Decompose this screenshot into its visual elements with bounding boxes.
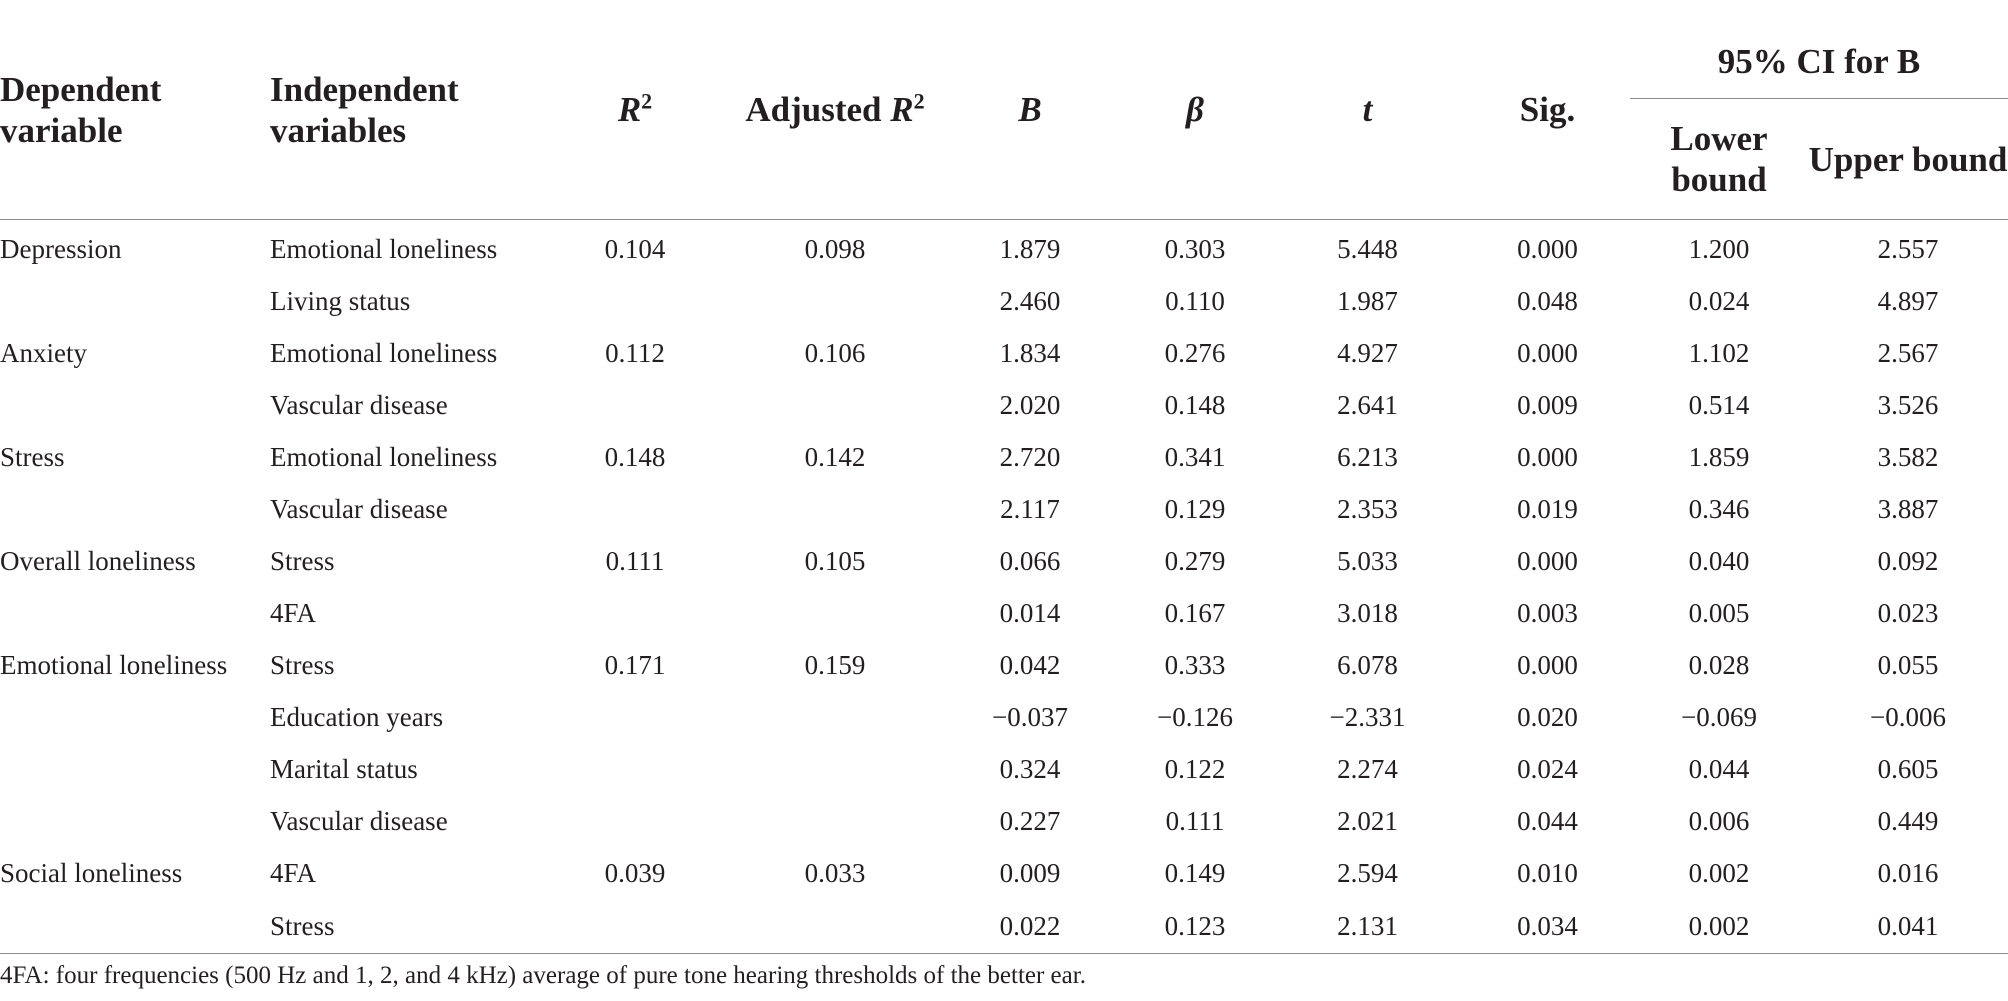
cell-sig: 0.048 (1517, 285, 1578, 316)
cell-b: 0.014 (999, 597, 1061, 628)
cell-sig: 0.010 (1517, 857, 1578, 888)
cell-t: 5.033 (1337, 545, 1398, 576)
cell-dependent-variable (0, 483, 270, 535)
cell-b: 0.022 (940, 899, 1120, 954)
header-adjusted-r-squared: Adjusted $R^2$ (730, 0, 940, 220)
cell-independent-variable: Emotional loneliness (270, 233, 498, 264)
cell-r-squared: 0.111 (605, 545, 665, 576)
cell-lower-bound: 0.028 (1688, 649, 1750, 680)
cell-t: 6.213 (1337, 441, 1398, 472)
table-row (0, 587, 2008, 639)
cell-independent-variable: Vascular disease (270, 805, 448, 836)
cell-r-squared (540, 275, 730, 327)
cell-r-squared: 0.148 (604, 441, 666, 472)
header-sig: Sig. (1465, 0, 1630, 220)
cell-upper-bound: 0.449 (1877, 805, 1939, 836)
cell-sig: 0.024 (1517, 753, 1578, 784)
cell-sig: 0.044 (1517, 805, 1578, 836)
cell-adjusted-r-squared (730, 743, 940, 795)
header-beta: β (1120, 0, 1270, 220)
cell-beta: 0.333 (1164, 649, 1226, 680)
table-row (0, 743, 2008, 795)
cell-b: 0.324 (999, 753, 1061, 784)
cell-independent-variable: Education years (270, 701, 444, 732)
table-row (0, 220, 2008, 276)
cell-beta: 0.341 (1164, 441, 1226, 472)
cell-beta: 0.129 (1164, 493, 1226, 524)
cell-beta: 0.111 (1165, 805, 1225, 836)
cell-b: 2.720 (999, 441, 1061, 472)
header-dependent-variable: Dependent variable (0, 0, 270, 220)
cell-t: 3.018 (1337, 597, 1398, 628)
cell-t: −2.331 (1329, 701, 1406, 732)
cell-t: 5.448 (1337, 233, 1398, 264)
cell-adjusted-r-squared (730, 795, 940, 847)
cell-r-squared (540, 587, 730, 639)
header-r-squared: $R^2$ (540, 0, 730, 220)
cell-beta: 0.122 (1164, 753, 1226, 784)
table-header (0, 0, 2008, 220)
cell-t: 6.078 (1337, 649, 1398, 680)
cell-upper-bound: 0.041 (1808, 899, 2008, 954)
cell-independent-variable: Stress (270, 545, 335, 576)
cell-dependent-variable: Social loneliness (0, 857, 183, 888)
cell-lower-bound: 0.514 (1688, 389, 1750, 420)
cell-independent-variable: Emotional loneliness (270, 337, 498, 368)
cell-lower-bound: 0.006 (1688, 805, 1750, 836)
cell-t: 1.987 (1337, 285, 1398, 316)
cell-sig: 0.019 (1517, 493, 1578, 524)
cell-r-squared (540, 795, 730, 847)
cell-sig: 0.000 (1517, 337, 1578, 368)
cell-dependent-variable (0, 899, 270, 954)
cell-beta: 0.110 (1165, 285, 1225, 316)
cell-sig: 0.003 (1517, 597, 1578, 628)
cell-beta: 0.167 (1164, 597, 1226, 628)
cell-t: 2.641 (1337, 389, 1398, 420)
cell-b: 0.009 (999, 857, 1061, 888)
cell-beta: 0.303 (1164, 233, 1226, 264)
cell-independent-variable: Vascular disease (270, 389, 448, 420)
cell-upper-bound: −0.006 (1870, 701, 1946, 732)
cell-beta: 0.149 (1164, 857, 1226, 888)
table-row (0, 431, 2008, 483)
table-body (0, 220, 2008, 954)
cell-sig: 0.009 (1517, 389, 1578, 420)
cell-lower-bound: 0.005 (1688, 597, 1750, 628)
cell-sig: 0.000 (1517, 441, 1578, 472)
cell-independent-variable: Vascular disease (270, 493, 448, 524)
cell-t: 2.594 (1337, 857, 1398, 888)
cell-b: 0.042 (999, 649, 1061, 680)
cell-lower-bound: 0.002 (1688, 857, 1750, 888)
cell-t: 2.021 (1337, 805, 1398, 836)
cell-dependent-variable: Anxiety (0, 337, 87, 368)
cell-adjusted-r-squared (730, 587, 940, 639)
table-row (0, 327, 2008, 379)
cell-dependent-variable (0, 587, 270, 639)
table-row (0, 379, 2008, 431)
cell-r-squared (540, 743, 730, 795)
cell-adjusted-r-squared (730, 379, 940, 431)
table-row (0, 275, 2008, 327)
cell-r-squared (540, 691, 730, 743)
cell-lower-bound: 0.040 (1688, 545, 1750, 576)
cell-beta: 0.148 (1164, 389, 1226, 420)
cell-dependent-variable: Overall loneliness (0, 545, 196, 576)
cell-dependent-variable (0, 275, 270, 327)
header-b: B (940, 0, 1120, 220)
cell-adjusted-r-squared (730, 275, 940, 327)
cell-r-squared (540, 899, 730, 954)
cell-t: 4.927 (1337, 337, 1398, 368)
table-row (0, 847, 2008, 899)
cell-adjusted-r-squared: 0.033 (804, 857, 866, 888)
cell-adjusted-r-squared (730, 483, 940, 535)
cell-dependent-variable: Stress (0, 441, 65, 472)
cell-independent-variable: Stress (270, 899, 540, 954)
cell-lower-bound: 0.346 (1688, 493, 1750, 524)
cell-dependent-variable: Emotional loneliness (0, 649, 228, 680)
cell-independent-variable: Stress (270, 649, 335, 680)
table-row (0, 535, 2008, 587)
cell-lower-bound: 0.044 (1688, 753, 1750, 784)
cell-beta: 0.279 (1164, 545, 1226, 576)
cell-lower-bound: 0.024 (1688, 285, 1750, 316)
cell-sig: 0.020 (1517, 701, 1578, 732)
cell-upper-bound: 3.887 (1877, 493, 1939, 524)
header-ci-group: 95% CI for B (1630, 0, 2008, 99)
cell-independent-variable: Living status (270, 285, 411, 316)
cell-lower-bound: 1.859 (1688, 441, 1750, 472)
cell-t: 2.274 (1337, 753, 1398, 784)
cell-adjusted-r-squared: 0.106 (804, 337, 866, 368)
cell-upper-bound: 0.016 (1877, 857, 1939, 888)
cell-t: 2.353 (1337, 493, 1398, 524)
cell-upper-bound: 3.582 (1877, 441, 1939, 472)
cell-lower-bound: 1.200 (1688, 233, 1750, 264)
cell-r-squared (540, 379, 730, 431)
cell-lower-bound: 0.002 (1630, 899, 1808, 954)
header-upper-bound: Upper bound (1808, 99, 2008, 220)
table-row (0, 639, 2008, 691)
cell-beta: −0.126 (1157, 701, 1233, 732)
cell-b: 2.460 (999, 285, 1061, 316)
cell-adjusted-r-squared: 0.098 (804, 233, 866, 264)
cell-r-squared (540, 483, 730, 535)
cell-sig: 0.034 (1465, 899, 1630, 954)
cell-adjusted-r-squared (730, 691, 940, 743)
cell-r-squared: 0.104 (604, 233, 666, 264)
cell-t: 2.131 (1270, 899, 1465, 954)
header-lower-bound: Lower bound (1630, 99, 1808, 220)
cell-b: −0.037 (992, 701, 1068, 732)
cell-sig: 0.000 (1517, 545, 1578, 576)
cell-adjusted-r-squared (730, 899, 940, 954)
cell-r-squared: 0.112 (605, 337, 665, 368)
cell-upper-bound: 0.605 (1877, 753, 1939, 784)
cell-adjusted-r-squared: 0.142 (804, 441, 866, 472)
cell-adjusted-r-squared: 0.105 (804, 545, 866, 576)
cell-independent-variable: Emotional loneliness (270, 441, 498, 472)
cell-sig: 0.000 (1517, 233, 1578, 264)
cell-b: 2.117 (1000, 493, 1060, 524)
cell-beta: 0.276 (1164, 337, 1226, 368)
table-row (0, 691, 2008, 743)
cell-adjusted-r-squared: 0.159 (804, 649, 866, 680)
cell-upper-bound: 4.897 (1877, 285, 1939, 316)
cell-b: 0.227 (999, 805, 1061, 836)
cell-lower-bound: 1.102 (1688, 337, 1750, 368)
cell-independent-variable: Marital status (270, 753, 418, 784)
cell-upper-bound: 2.557 (1877, 233, 1939, 264)
cell-upper-bound: 2.567 (1877, 337, 1939, 368)
cell-sig: 0.000 (1517, 649, 1578, 680)
table-row (0, 899, 2008, 954)
cell-b: 2.020 (999, 389, 1061, 420)
cell-dependent-variable (0, 795, 270, 847)
cell-upper-bound: 0.055 (1877, 649, 1939, 680)
cell-beta: 0.123 (1120, 899, 1270, 954)
cell-dependent-variable (0, 379, 270, 431)
cell-upper-bound: 0.092 (1877, 545, 1939, 576)
header-t: t (1270, 0, 1465, 220)
cell-upper-bound: 3.526 (1877, 389, 1939, 420)
cell-b: 1.879 (999, 233, 1061, 264)
cell-upper-bound: 0.023 (1877, 597, 1939, 628)
table-row (0, 795, 2008, 847)
cell-dependent-variable (0, 743, 270, 795)
cell-r-squared: 0.171 (604, 649, 666, 680)
cell-independent-variable: 4FA (270, 857, 317, 888)
cell-dependent-variable (0, 691, 270, 743)
cell-r-squared: 0.039 (604, 857, 666, 888)
cell-b: 1.834 (999, 337, 1061, 368)
cell-dependent-variable: Depression (0, 233, 122, 264)
cell-independent-variable: 4FA (270, 597, 317, 628)
header-independent-variables: Independent variables (270, 0, 540, 220)
cell-lower-bound: −0.069 (1681, 701, 1757, 732)
table-footnote: 4FA: four frequencies (500 Hz and 1, 2, and 4 kHz) average of pure tone hearing thresholds of the better ear. (0, 962, 1086, 989)
table-row (0, 483, 2008, 535)
cell-b: 0.066 (999, 545, 1061, 576)
